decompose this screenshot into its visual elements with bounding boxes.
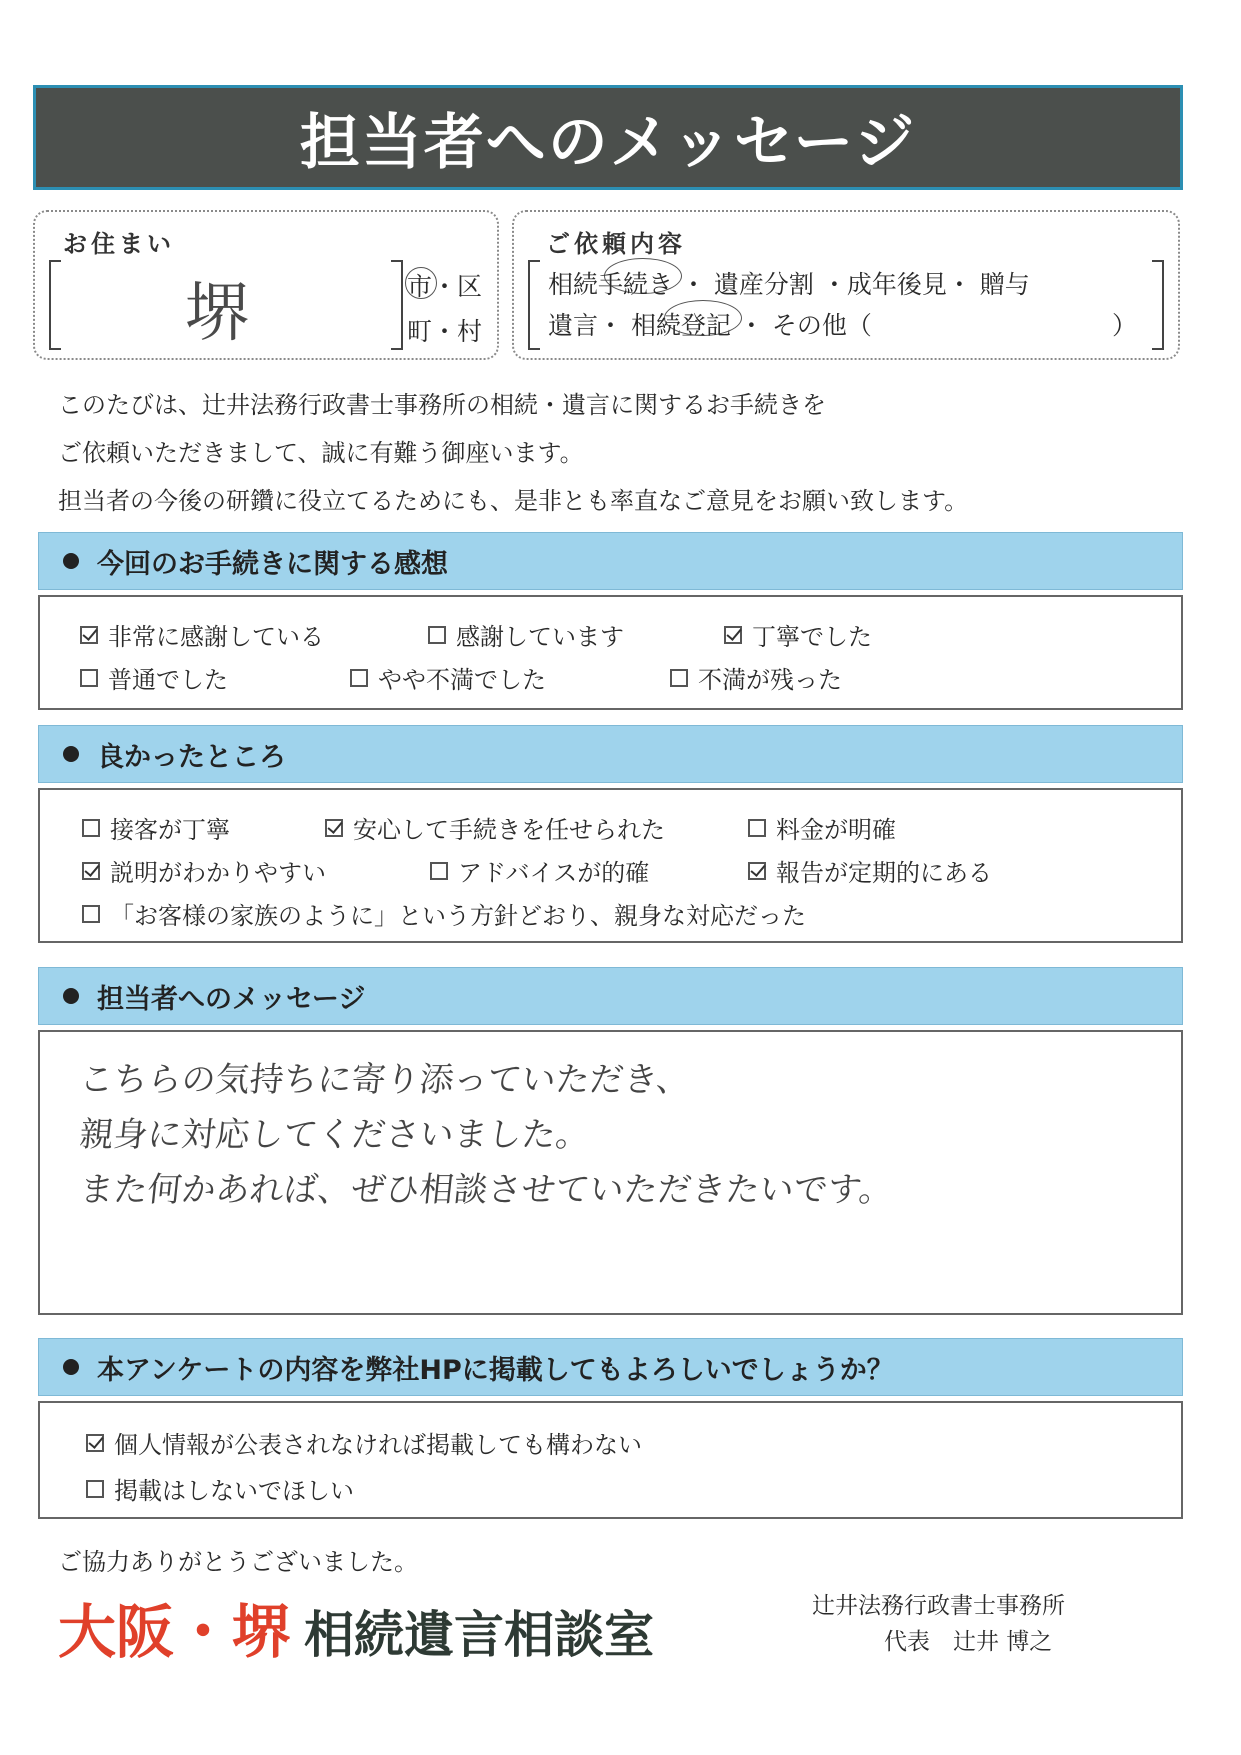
checkbox-option[interactable]: 不満が残った <box>670 660 842 695</box>
section-publish-title: 本アンケートの内容を弊社HPに掲載してもよろしいでしょうか？ <box>97 1354 894 1386</box>
bullet-icon <box>63 1359 79 1375</box>
section-publish-body <box>38 1401 1183 1519</box>
message-line: また何かあれば、ぜひ相談させていただきたいです。 <box>77 1170 896 1210</box>
request-options-row1: 相続手続き ・ 遺産分割 ・成年後見・ 贈与 <box>548 270 1030 299</box>
bullet-icon <box>63 988 79 1004</box>
address-city-handwritten: 堺 <box>185 277 249 351</box>
checkbox-option[interactable]: アドバイスが的確 <box>430 853 649 888</box>
checkbox-checked-icon[interactable] <box>325 819 343 837</box>
checkbox-option[interactable]: 掲載はしないでほしい <box>86 1471 354 1506</box>
intro-line-2: ご依頼いただきまして、誠に有難う御座います。 <box>58 439 584 467</box>
section-impression-header <box>38 532 1183 590</box>
address-suffix-row1: 市・区 <box>407 272 483 301</box>
message-line: こちらの気持ちに寄り添っていただき、 <box>77 1060 693 1100</box>
checkbox-empty-icon[interactable] <box>86 1480 104 1498</box>
checkbox-checked-icon[interactable] <box>80 626 98 644</box>
request-box <box>512 210 1180 360</box>
address-suffix-row2: 町・村 <box>407 317 483 346</box>
footer-thanks: ご協力ありがとうございました。 <box>58 1548 418 1576</box>
brand-red-text: 大阪・堺 <box>58 1598 291 1666</box>
checkbox-empty-icon[interactable] <box>82 905 100 923</box>
checkbox-empty-icon[interactable] <box>430 862 448 880</box>
checkbox-option[interactable]: 個人情報が公表されなければ掲載しても構わない <box>86 1425 642 1460</box>
checkbox-option[interactable]: 接客が丁寧 <box>82 810 230 845</box>
section-good-points-body <box>38 788 1183 943</box>
request-options-row2-close: ） <box>1112 311 1138 340</box>
checkbox-checked-icon[interactable] <box>724 626 742 644</box>
section-impression-title: 今回のお手続きに関する感想 <box>97 548 448 580</box>
request-options-row2: 遺言・ 相続登記 ・ その他（ <box>548 311 872 340</box>
checkbox-option[interactable]: 普通でした <box>80 660 228 695</box>
bullet-icon <box>63 553 79 569</box>
intro-line-3: 担当者の今後の研鑽に役立てるためにも、是非とも率直なご意見をお願い致します。 <box>58 487 969 515</box>
checkbox-empty-icon[interactable] <box>428 626 446 644</box>
checkbox-option[interactable]: 報告が定期的にある <box>748 853 992 888</box>
checkbox-empty-icon[interactable] <box>82 819 100 837</box>
checkbox-checked-icon[interactable] <box>86 1434 104 1452</box>
checkbox-empty-icon[interactable] <box>748 819 766 837</box>
bullet-icon <box>63 746 79 762</box>
checkbox-option[interactable]: 料金が明確 <box>748 810 896 845</box>
section-impression-body <box>38 595 1183 710</box>
checkbox-option[interactable]: 非常に感謝している <box>80 617 324 652</box>
section-message-body[interactable] <box>38 1030 1183 1315</box>
checkbox-option[interactable]: 丁寧でした <box>724 617 872 652</box>
checkbox-option[interactable]: 説明がわかりやすい <box>82 853 326 888</box>
checkbox-option[interactable]: 感謝しています <box>428 617 624 652</box>
section-good-points-header <box>38 725 1183 783</box>
brand-dark-text: 相続遺言相談室 <box>304 1606 655 1664</box>
section-message-header <box>38 967 1183 1025</box>
address-box <box>33 210 499 360</box>
checkbox-option[interactable]: やや不満でした <box>350 660 546 695</box>
section-publish-header <box>38 1338 1183 1396</box>
checkbox-checked-icon[interactable] <box>82 862 100 880</box>
page-title-bar <box>33 85 1183 190</box>
brand-logo <box>58 1585 654 1669</box>
section-good-points-title: 良かったところ <box>97 741 286 773</box>
representative-name: 代表 辻井 博之 <box>884 1629 1053 1655</box>
checkbox-empty-icon[interactable] <box>80 669 98 687</box>
checkbox-checked-icon[interactable] <box>748 862 766 880</box>
request-heading: ご依頼内容 <box>546 230 686 258</box>
address-heading: お住まい <box>63 230 175 258</box>
checkbox-empty-icon[interactable] <box>350 669 368 687</box>
message-line: 親身に対応してくださいました。 <box>77 1115 592 1155</box>
checkbox-empty-icon[interactable] <box>670 669 688 687</box>
office-name: 辻井法務行政書士事務所 <box>812 1593 1065 1619</box>
section-message-title: 担当者へのメッセージ <box>97 983 366 1015</box>
page-title: 担当者へのメッセージ <box>299 107 917 178</box>
checkbox-option[interactable]: 「お客様の家族のように」という方針どおり、親身な対応だった <box>82 896 806 931</box>
checkbox-option[interactable]: 安心して手続きを任せられた <box>325 810 665 845</box>
intro-line-1: このたびは、辻井法務行政書士事務所の相続・遺言に関するお手続きを <box>58 391 826 419</box>
